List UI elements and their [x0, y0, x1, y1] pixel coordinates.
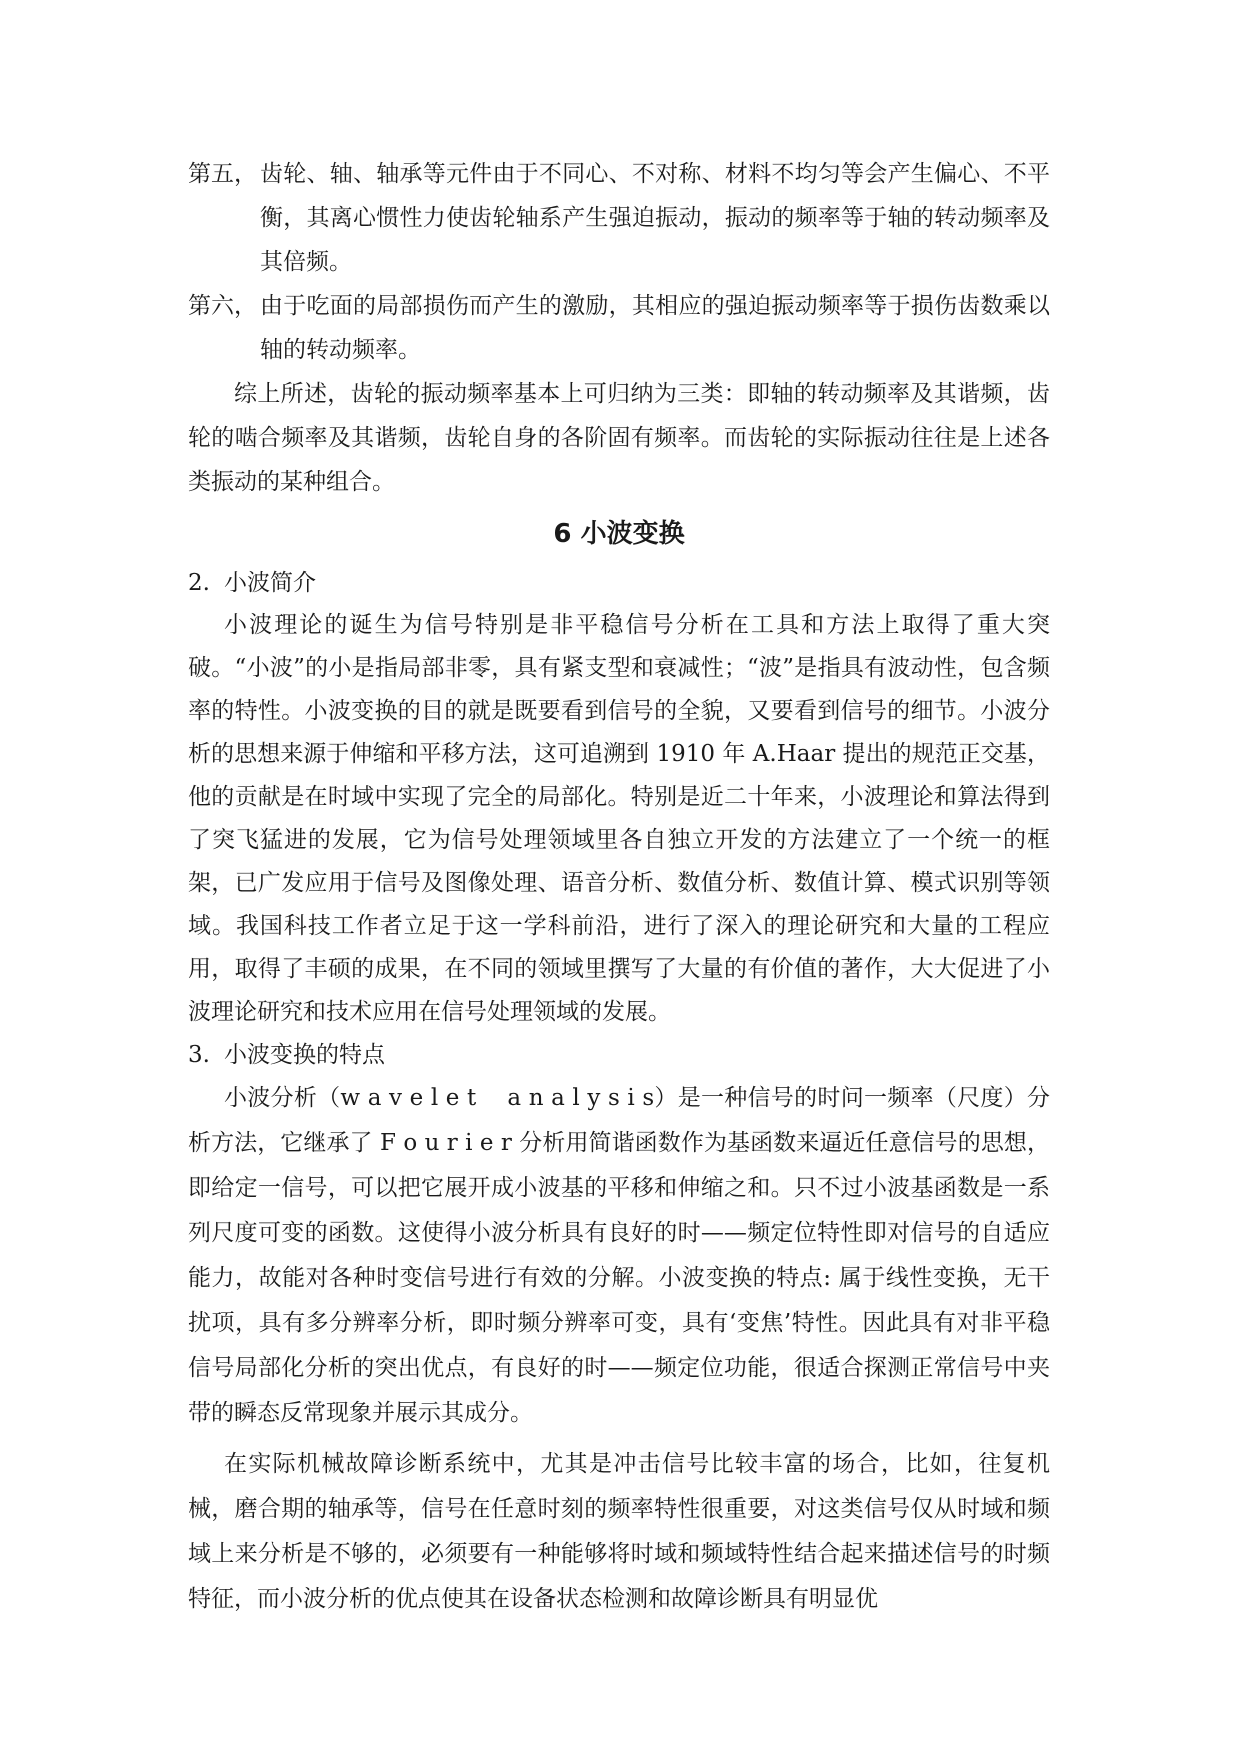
list-item-text: 齿轮、轴、轴承等元件由于不同心、不对称、材料不均匀等会产生偏心、不平衡，其离心惯性力使齿轮轴系产生强迫振动，振动的频率等于轴的转动频率及其倍频。	[260, 161, 1050, 275]
subsection-title: 小波简介	[224, 570, 316, 596]
subsection-heading-intro	[188, 562, 1050, 604]
list-item-prefix: 第六，	[188, 293, 257, 319]
page-content	[188, 152, 1050, 1622]
subsection-number: 2.	[188, 570, 210, 596]
list-item-text: 由于吃面的局部损伤而产生的激励，其相应的强迫振动频率等于损伤齿数乘以轴的转动频率。	[260, 293, 1050, 363]
list-item-prefix: 第五，	[188, 161, 257, 187]
wavelet-features-paragraph: 小波分析（w a v e l e t a n a l y s i s）是一种信号的时问一频率（尺度）分析方法，它继承了 F o u r i e r 分析用简谐函数作为基函数来逼近任意信号的思想，即给定一信号，可以把它展开成小波基的平移和伸缩之和。只不过小波基函数是一系列尺度可变的函数。这使得小波分析具有良好的时——频定位特性即对信号的自适应能力，故能对各种时变信号进行有效的分解。小波变换的特点: 属于线性变换，无干扰项，具有多分辨率分析，即时频分辨率可变，具有‘变焦’特性。因此具有对非平稳信号局部化分析的突出优点，有良好的时——频定位功能，很适合探测正常信号中夹带的瞬态反常现象并展示其成分。	[188, 1085, 1050, 1426]
subsection-number: 3.	[188, 1042, 210, 1068]
list-item-sixth	[188, 284, 1050, 372]
section-heading: 6 小波变换	[553, 519, 685, 549]
subsection-heading-features	[188, 1034, 1050, 1076]
list-item-fifth	[188, 152, 1050, 284]
subsection-title: 小波变换的特点	[224, 1042, 385, 1068]
wavelet-application-paragraph: 在实际机械故障诊断系统中，尤其是冲击信号比较丰富的场合，比如，往复机械，磨合期的轴承等，信号在任意时刻的频率特性很重要，对这类信号仅从时域和频域上来分析是不够的，必须要有一种能够将时域和频域特性结合起来描述信号的时频特征，而小波分析的优点使其在设备状态检测和故障诊断具有明显优	[188, 1451, 1050, 1612]
summary-paragraph: 综上所述，齿轮的振动频率基本上可归纳为三类：即轴的转动频率及其谐频，齿轮的啮合频率及其谐频，齿轮自身的各阶固有频率。而齿轮的实际振动往往是上述各类振动的某种组合。	[188, 381, 1050, 495]
wavelet-intro-paragraph: 小波理论的诞生为信号特别是非平稳信号分析在工具和方法上取得了重大突破。“小波”的小是指局部非零，具有紧支型和衰减性；“波”是指具有波动性，包含频率的特性。小波变换的目的就是既要看到信号的全貌，又要看到信号的细节。小波分析的思想来源于伸缩和平移方法，这可追溯到 1910 年 A.Haar 提出的规范正交基，他的贡献是在时域中实现了完全的局部化。特别是近二十年来，小波理论和算法得到了突飞猛进的发展，它为信号处理领域里各自独立开发的方法建立了一个统一的框架，已广发应用于信号及图像处理、语音分析、数值分析、数值计算、模式识别等领域。我国科技工作者立足于这一学科前沿，进行了深入的理论研究和大量的工程应用，取得了丰硕的成果，在不同的领域里撰写了大量的有价值的著作，大大促进了小波理论研究和技术应用在信号处理领域的发展。	[188, 612, 1050, 1025]
